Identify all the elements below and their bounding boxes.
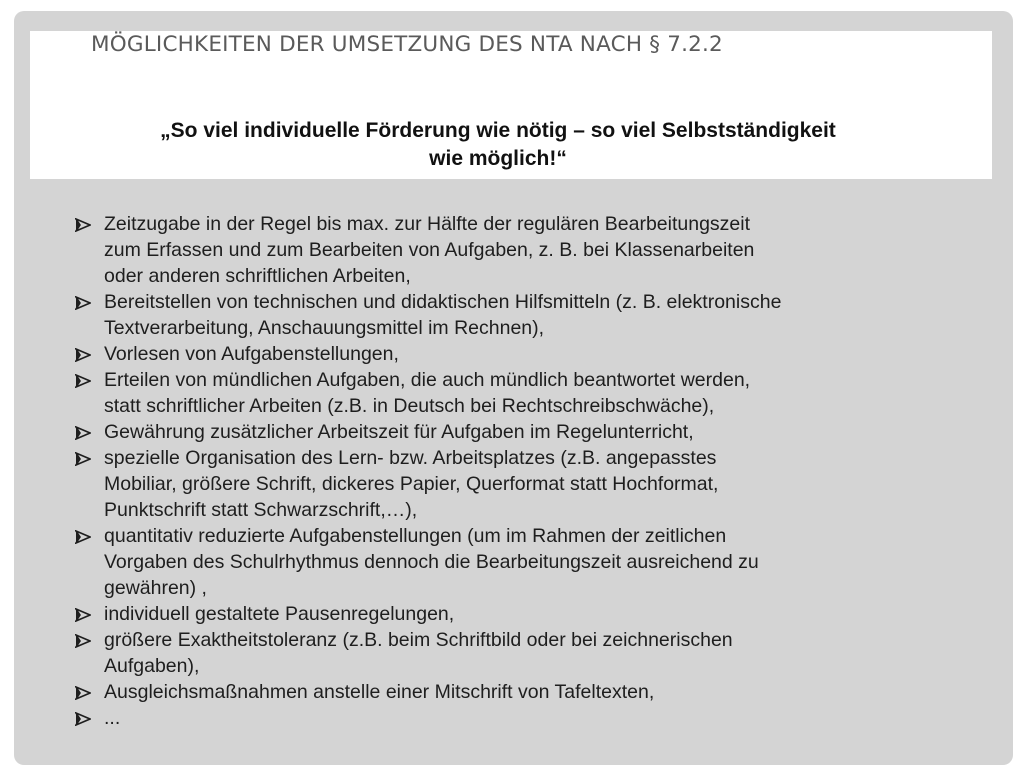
arrow-bullet-icon: [73, 289, 95, 315]
quote-line-1: „So viel individuelle Förderung wie nötig – so viel Selbstständigkeit: [160, 119, 836, 142]
arrow-bullet-icon: [73, 601, 95, 627]
bullet-text-line: Textverarbeitung, Anschauungsmittel im Rechnen),: [104, 317, 545, 339]
bullet-item: [73, 601, 983, 627]
bullet-text-line: Aufgaben),: [104, 655, 200, 677]
bullet-text-line: Zeitzugabe in der Regel bis max. zur Hälfte der regulären Bearbeitungszeit: [104, 213, 751, 235]
bullet-text-line: Mobiliar, größere Schrift, dickeres Papier, Querformat statt Hochformat,: [104, 473, 719, 495]
bullet-text-line: größere Exaktheitstoleranz (z.B. beim Schriftbild oder bei zeichnerischen: [104, 629, 733, 651]
quote-line-2: wie möglich!“: [429, 147, 567, 170]
arrow-bullet-icon: [73, 627, 95, 653]
bullet-text-line: Ausgleichsmaßnahmen anstelle einer Mitschrift von Tafeltexten,: [104, 681, 655, 703]
bullet-list: [73, 211, 983, 731]
bullet-text-line: Punktschrift statt Schwarzschrift,…),: [104, 499, 418, 521]
bullet-item: [73, 211, 983, 289]
bullet-item: [73, 627, 983, 679]
slide-title: MÖGLICHKEITEN DER UMSETZUNG DES NTA NACH § 7.2.2: [91, 32, 723, 57]
bullet-text-line: spezielle Organisation des Lern- bzw. Arbeitsplatzes (z.B. angepasstes: [104, 447, 717, 469]
arrow-bullet-icon: [73, 341, 95, 367]
bullet-text-line: zum Erfassen und zum Bearbeiten von Aufgaben, z. B. bei Klassenarbeiten: [104, 239, 755, 261]
bullet-text-line: Erteilen von mündlichen Aufgaben, die auch mündlich beantwortet werden,: [104, 369, 751, 391]
arrow-bullet-icon: [73, 523, 95, 549]
arrow-bullet-icon: [73, 705, 95, 731]
bullet-text-line: gewähren) ,: [104, 577, 207, 599]
arrow-bullet-icon: [73, 679, 95, 705]
bullet-text-line: Vorgaben des Schulrhythmus dennoch die Bearbeitungszeit ausreichend zu: [104, 551, 759, 573]
bullet-text-line: Gewährung zusätzlicher Arbeitszeit für Aufgaben im Regelunterricht,: [104, 421, 694, 443]
bullet-text-line: oder anderen schriftlichen Arbeiten,: [104, 265, 411, 287]
quote: [58, 117, 938, 173]
bullet-text-line: quantitativ reduzierte Aufgabenstellungen (um im Rahmen der zeitlichen: [104, 525, 727, 547]
bullet-text-line: ...: [104, 707, 121, 729]
bullet-item: [73, 445, 983, 523]
bullet-item: [73, 705, 983, 731]
bullet-text-line: individuell gestaltete Pausenregelungen,: [104, 603, 455, 625]
bullet-text-line: statt schriftlicher Arbeiten (z.B. in Deutsch bei Rechtschreibschwäche),: [104, 395, 715, 417]
bullet-item: [73, 419, 983, 445]
bullet-item: [73, 289, 983, 341]
bullet-item: [73, 523, 983, 601]
arrow-bullet-icon: [73, 211, 95, 237]
arrow-bullet-icon: [73, 419, 95, 445]
arrow-bullet-icon: [73, 445, 95, 471]
bullet-item: [73, 679, 983, 705]
bullet-text-line: Bereitstellen von technischen und didaktischen Hilfsmitteln (z. B. elektronische: [104, 291, 782, 313]
bullet-text-line: Vorlesen von Aufgabenstellungen,: [104, 343, 399, 365]
bullet-item: [73, 341, 983, 367]
bullet-item: [73, 367, 983, 419]
arrow-bullet-icon: [73, 367, 95, 393]
